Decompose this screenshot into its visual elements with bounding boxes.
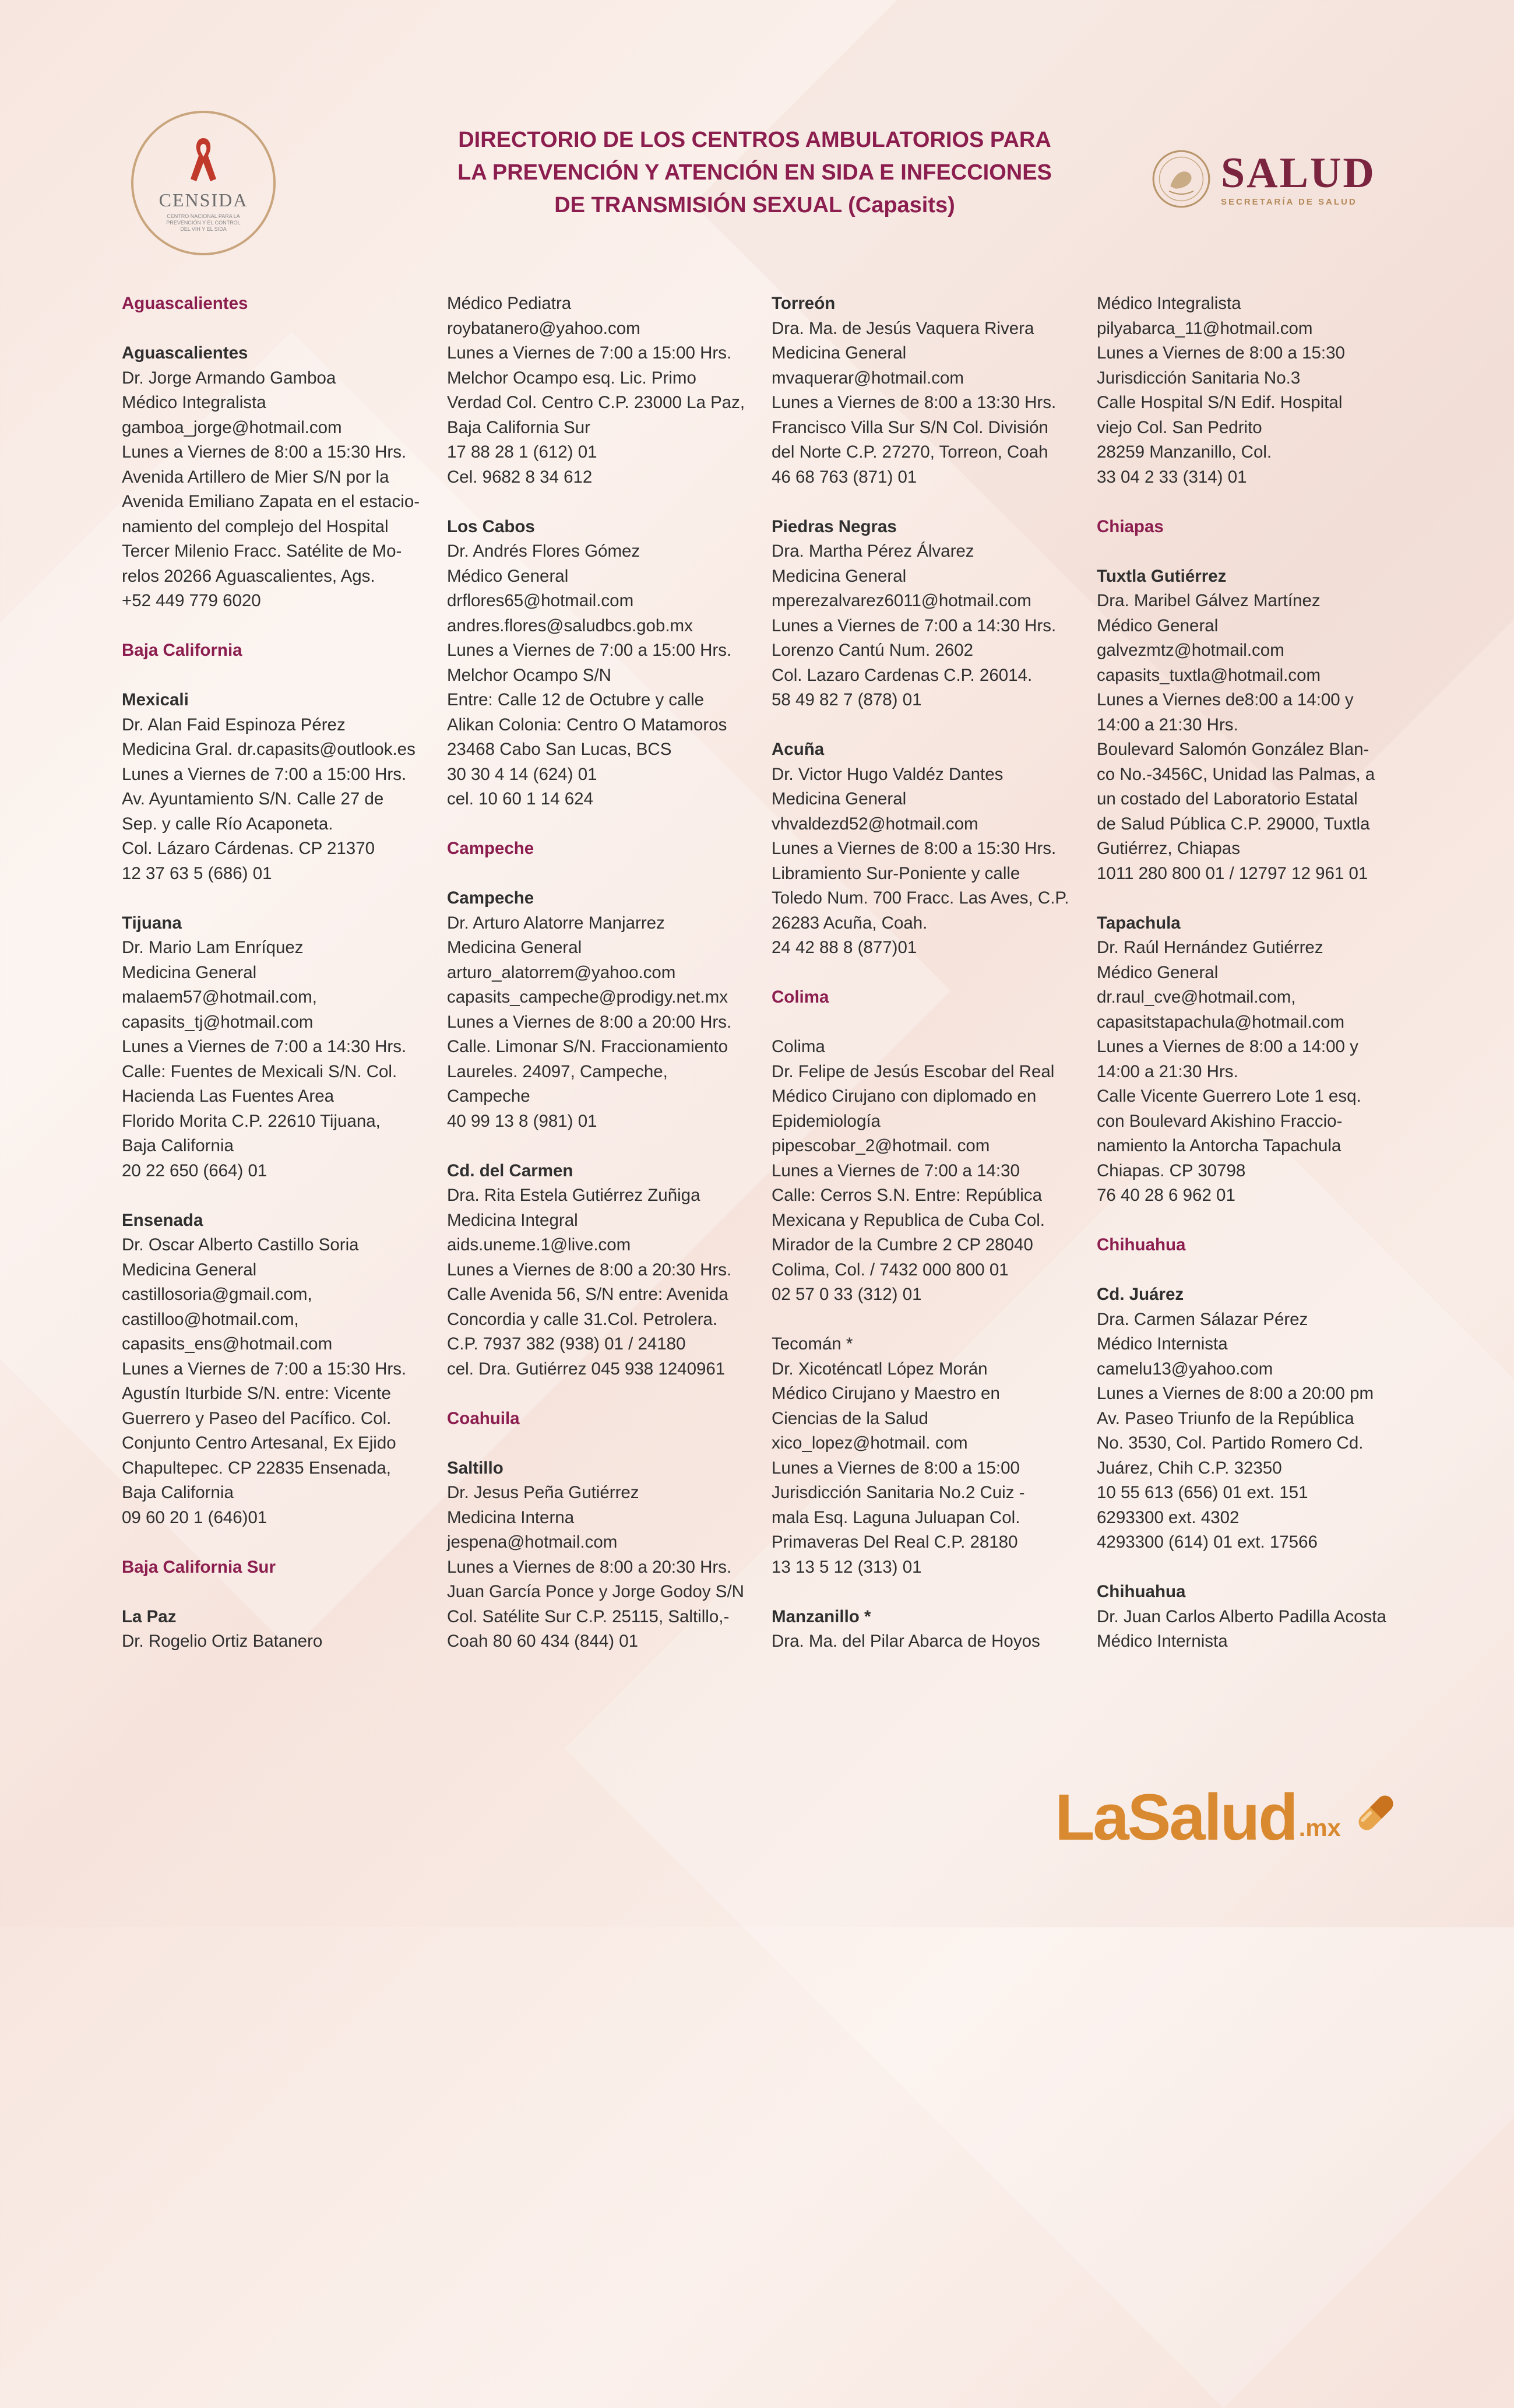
entry-line: Dr. Jorge Armando Gamboa [122, 368, 336, 388]
title-line: DE TRANSMISIÓN SEXUAL (Capasits) [554, 193, 955, 217]
spacer [1097, 1555, 1406, 1580]
spacer [1097, 886, 1406, 911]
spacer [122, 663, 431, 688]
state-heading: Aguascalientes [122, 294, 248, 313]
entry-line: Dr. Rogelio Ortiz Batanero [122, 1632, 323, 1651]
entry-line: Medicina General [772, 566, 907, 586]
entry-line: Gutiérrez, Chiapas [1097, 839, 1240, 858]
spacer [122, 1580, 431, 1605]
entry-line: Colima, Col. / 7432 000 800 01 [772, 1260, 1009, 1279]
entry-line: Lunes a Viernes de 8:00 a 15:30 Hrs. [122, 442, 407, 462]
entry-line: Médico General [1097, 616, 1219, 635]
entry-line: Lunes a Viernes de 8:00 a 15:00 [772, 1458, 1020, 1478]
entry-line: 17 88 28 1 (612) 01 [447, 442, 597, 462]
directory-column-4 [1097, 291, 1406, 1654]
entry-line: roybatanero@yahoo.com [447, 318, 640, 338]
entry-line: castillosoria@gmail.com, [122, 1285, 312, 1304]
entry-line: 46 68 763 (871) 01 [772, 467, 917, 487]
entry-line: Agustín Iturbide S/N. entre: Vicente [122, 1384, 391, 1403]
entry-line: camelu13@yahoo.com [1097, 1359, 1273, 1379]
entry-line: 14:00 a 21:30 Hrs. [1097, 1061, 1238, 1081]
entry-line: Calle: Fuentes de Mexicali S/N. Col. [122, 1061, 397, 1081]
salud-logo [1151, 149, 1376, 209]
entry-line: Dra. Ma. de Jesús Vaquera Rivera [772, 318, 1034, 338]
entry-line: Médico Integralista [1097, 294, 1241, 313]
state-heading: Coahuila [447, 1408, 520, 1428]
entry-line: mperezalvarez6011@hotmail.com [772, 591, 1031, 610]
entry-line: 10 55 613 (656) 01 ext. 151 [1097, 1483, 1308, 1502]
spacer [772, 713, 1080, 738]
entry-line: Lunes a Viernes de 7:00 a 15:00 Hrs. [122, 764, 407, 784]
entry-line: capasits_tj@hotmail.com [122, 1012, 314, 1032]
entry-line: Lunes a Viernes de 8:00 a 20:30 Hrs. [447, 1557, 732, 1577]
entry-line: Dr. Mario Lam Enríquez [122, 938, 304, 957]
entry-line: Medicina General [122, 1260, 257, 1279]
entry-line: Dr. Andrés Flores Gómez [447, 542, 640, 561]
entry-line: Lunes a Viernes de 8:00 a 20:00 Hrs. [447, 1012, 732, 1032]
entry-line: Sep. y calle Río Acaponeta. [122, 814, 333, 834]
entry-line: Lunes a Viernes de 7:00 a 14:30 Hrs. [772, 616, 1057, 635]
entry-line: Epidemiología [772, 1111, 881, 1131]
entry-line: 76 40 28 6 962 01 [1097, 1186, 1235, 1205]
entry-line: Dra. Carmen Sálazar Pérez [1097, 1309, 1308, 1329]
title-line: DIRECTORIO DE LOS CENTROS AMBULATORIOS PARA [458, 128, 1051, 152]
entry-line: 1011 280 800 01 / 12797 12 961 01 [1097, 863, 1368, 883]
entry-line: 58 49 82 7 (878) 01 [772, 690, 922, 709]
entry-line: Lunes a Viernes de 8:00 a 20:30 Hrs. [447, 1260, 732, 1279]
entry-line: co No.-3456C, Unidad las Palmas, a [1097, 764, 1375, 784]
entry-line: Mexicana y Republica de Cuba Col. [772, 1210, 1045, 1230]
entry-line: Médico Internista [1097, 1334, 1228, 1354]
title-line: LA PREVENCIÓN Y ATENCIÓN EN SIDA E INFECCIONES [457, 160, 1052, 185]
entry-line: 28259 Manzanillo, Col. [1097, 442, 1272, 462]
entry-line: Dr. Oscar Alberto Castillo Soria [122, 1235, 359, 1254]
entry-line: Chapultepec. CP 22835 Ensenada, [122, 1458, 391, 1478]
entry-line: galvezmtz@hotmail.com [1097, 641, 1284, 660]
spacer [1097, 490, 1406, 515]
entry-line: 33 04 2 33 (314) 01 [1097, 467, 1247, 487]
entry-line: arturo_alatorrem@yahoo.com [447, 962, 676, 982]
entry-line: 30 30 4 14 (624) 01 [447, 764, 597, 784]
spacer [772, 961, 1080, 986]
state-heading: Colima [772, 987, 829, 1007]
entry-line: Calle: Cerros S.N. Entre: República [772, 1186, 1042, 1205]
entry-line: Baja California Sur [447, 417, 590, 437]
national-seal-icon [1151, 149, 1212, 209]
entry-line: Coah 80 60 434 (844) 01 [447, 1632, 639, 1651]
entry-line: Medicina Interna [447, 1507, 575, 1527]
state-heading: Campeche [447, 839, 534, 858]
entry-line: Lunes a Viernes de 7:00 a 14:30 [772, 1161, 1020, 1180]
entry-line: Lunes a Viernes de 8:00 a 15:30 Hrs. [772, 839, 1057, 858]
entry-line: Avenida Artillero de Mier S/N por la [122, 467, 389, 487]
entry-line: Medicina Integral [447, 1210, 578, 1230]
spacer [447, 490, 756, 515]
entry-line: Calle Vicente Guerrero Lote 1 esq. [1097, 1087, 1361, 1106]
spacer [772, 1010, 1080, 1035]
entry-line: capasitstapachula@hotmail.com [1097, 1012, 1345, 1032]
entry-line: 20 22 650 (664) 01 [122, 1161, 267, 1180]
state-heading: Chiapas [1097, 516, 1164, 536]
entry-line: Libramiento Sur-Poniente y calle [772, 863, 1020, 883]
salud-logo-subtitle: SECRETARÍA DE SALUD [1221, 196, 1357, 207]
entry-line: 23468 Cabo San Lucas, BCS [447, 740, 672, 759]
entry-line: capasits_ens@hotmail.com [122, 1334, 333, 1354]
page-title [385, 124, 1125, 222]
entry-line: capasits_tuxtla@hotmail.com [1097, 665, 1321, 685]
entry-line: Cel. 9682 8 34 612 [447, 467, 593, 487]
entry-line: Dra. Ma. del Pilar Abarca de Hoyos [772, 1632, 1040, 1651]
entry-line: Melchor Ocampo S/N [447, 665, 611, 685]
entry-line: Medicina Gral. dr.capasits@outlook.es [122, 740, 416, 759]
entry-line: Concordia y calle 31.Col. Petrolera. [447, 1309, 718, 1329]
entry-line: drflores65@hotmail.com [447, 591, 634, 610]
entry-line: Médico Cirujano con diplomado en [772, 1087, 1037, 1106]
entry-line: namiento la Antorcha Tapachula [1097, 1136, 1342, 1155]
entry-line: Calle Avenida 56, S/N entre: Avenida [447, 1285, 728, 1304]
entry-line: Dr. Arturo Alatorre Manjarrez [447, 913, 665, 933]
entry-line: mvaquerar@hotmail.com [772, 368, 964, 388]
city-heading: Manzanillo * [772, 1606, 871, 1626]
state-heading: Baja California Sur [122, 1557, 276, 1577]
entry-line: mala Esq. Laguna Juluapan Col. [772, 1507, 1020, 1527]
entry-line: gamboa_jorge@hotmail.com [122, 417, 342, 437]
entry-line: Florido Morita C.P. 22610 Tijuana, [122, 1111, 381, 1131]
entry-line: malaem57@hotmail.com, [122, 987, 317, 1007]
entry-line: 4293300 (614) 01 ext. 17566 [1097, 1532, 1318, 1552]
lasalud-logo-brand: LaSalud [1055, 1781, 1297, 1854]
entry-line: Dr. Jesus Peña Gutiérrez [447, 1483, 639, 1502]
spacer [772, 490, 1080, 515]
entry-line: Verdad Col. Centro C.P. 23000 La Paz, [447, 393, 745, 412]
censida-logo-subtitle: CENTRO NACIONAL PARA LA PREVENCIÓN Y EL CONTROL DEL VIH Y EL SIDA [166, 213, 241, 232]
entry-line: Lunes a Viernes de 7:00 a 15:30 Hrs. [122, 1359, 407, 1379]
spacer [447, 862, 756, 887]
entry-line: Mirador de la Cumbre 2 CP 28040 [772, 1235, 1033, 1254]
entry-line: Col. Lazaro Cardenas C.P. 26014. [772, 665, 1033, 685]
city-heading: Cd. Juárez [1097, 1285, 1184, 1304]
entry-line: castilloo@hotmail.com, [122, 1309, 299, 1329]
city-heading: Aguascalientes [122, 343, 248, 363]
entry-line: 6293300 ext. 4302 [1097, 1507, 1240, 1527]
entry-line: Dr. Alan Faid Espinoza Pérez [122, 715, 346, 734]
entry-line: 12 37 63 5 (686) 01 [122, 863, 272, 883]
entry-line: Lunes a Viernes de 7:00 a 14:30 Hrs. [122, 1037, 407, 1056]
entry-line: 24 42 88 8 (877)01 [772, 938, 917, 957]
entry-line: Médico Internista [1097, 1632, 1228, 1651]
entry-line: capasits_campeche@prodigy.net.mx [447, 987, 728, 1007]
entry-line: Médico General [447, 566, 569, 586]
entry-line: 02 57 0 33 (312) 01 [772, 1285, 922, 1304]
entry-line: Médico General [1097, 962, 1219, 982]
entry-line: andres.flores@saludbcs.gob.mx [447, 616, 693, 635]
entry-line: Boulevard Salomón González Blan- [1097, 740, 1369, 759]
spacer [447, 812, 756, 837]
entry-line: Conjunto Centro Artesanal, Ex Ejido [122, 1433, 396, 1453]
city-heading: Saltillo [447, 1458, 504, 1478]
entry-line: 09 60 20 1 (646)01 [122, 1507, 267, 1527]
entry-line: 14:00 a 21:30 Hrs. [1097, 715, 1238, 734]
entry-line: pipescobar_2@hotmail. com [772, 1136, 990, 1155]
entry-line: Dr. Juan Carlos Alberto Padilla Acosta [1097, 1606, 1386, 1626]
entry-line: Toledo Num. 700 Fracc. Las Aves, C.P. [772, 888, 1069, 908]
entry-line: Lunes a Viernes de 8:00 a 14:00 y [1097, 1037, 1358, 1056]
entry-line: xico_lopez@hotmail. com [772, 1433, 968, 1453]
spacer [447, 1381, 756, 1407]
entry-line: Avenida Emiliano Zapata en el estacio- [122, 492, 420, 511]
spacer [772, 1580, 1080, 1605]
city-heading: Campeche [447, 888, 534, 908]
entry-line: viejo Col. San Pedrito [1097, 417, 1262, 437]
entry-line: cel. Dra. Gutiérrez 045 938 1240961 [447, 1359, 726, 1379]
entry-line: Primaveras Del Real C.P. 28180 [772, 1532, 1018, 1552]
entry-line: Medicina General [447, 938, 582, 957]
spacer [1097, 539, 1406, 564]
city-heading: Tijuana [122, 913, 182, 933]
state-heading: Baja California [122, 641, 242, 660]
entry-line: Dr. Xicoténcatl López Morán [772, 1359, 988, 1379]
entry-line: Lunes a Viernes de 8:00 a 13:30 Hrs. [772, 393, 1057, 412]
entry-line: Médico Cirujano y Maestro en [772, 1384, 1000, 1403]
entry-line: Chiapas. CP 30798 [1097, 1161, 1246, 1180]
entry-line: Melchor Ocampo esq. Lic. Primo [447, 368, 696, 388]
entry-line: Alikan Colonia: Centro O Matamoros [447, 715, 727, 734]
entry-line: Lunes a Viernes de 8:00 a 15:30 [1097, 343, 1345, 363]
entry-line: de Salud Pública C.P. 29000, Tuxtla [1097, 814, 1370, 834]
directory-column-1 [122, 291, 431, 1654]
directory-column-2 [447, 291, 756, 1654]
entry-line: Col. Satélite Sur C.P. 25115, Saltillo,- [447, 1606, 730, 1626]
entry-line: Juan García Ponce y Jorge Godoy S/N [447, 1582, 744, 1601]
entry-line: aids.uneme.1@live.com [447, 1235, 631, 1254]
entry-line: 26283 Acuña, Coah. [772, 913, 928, 933]
entry-line: Médico Integralista [122, 393, 266, 412]
entry-line: cel. 10 60 1 14 624 [447, 789, 593, 808]
directory-column-3 [772, 291, 1080, 1654]
entry-line: +52 449 779 6020 [122, 591, 261, 610]
entry-line: Médico Pediatra [447, 294, 572, 313]
entry-line: Lunes a Viernes de 7:00 a 15:00 Hrs. [447, 641, 732, 660]
spacer [122, 886, 431, 911]
entry-line: C.P. 7937 382 (938) 01 / 24180 [447, 1334, 686, 1354]
city-heading: Mexicali [122, 690, 189, 709]
entry-line: Lunes a Viernes de8:00 a 14:00 y [1097, 690, 1354, 709]
red-ribbon-icon [186, 133, 221, 186]
entry-line: Av. Ayuntamiento S/N. Calle 27 de [122, 789, 384, 808]
entry-line: 13 13 5 12 (313) 01 [772, 1557, 922, 1577]
entry-line: Col. Lázaro Cárdenas. CP 21370 [122, 839, 375, 858]
entry-line: dr.raul_cve@hotmail.com, [1097, 987, 1296, 1007]
entry-line: Hacienda Las Fuentes Area [122, 1087, 335, 1106]
entry-line: Baja California [122, 1483, 234, 1502]
entry-line: Jurisdicción Sanitaria No.3 [1097, 368, 1301, 388]
entry-line: Dr. Victor Hugo Valdéz Dantes [772, 764, 1004, 784]
entry-line: namiento del complejo del Hospital [122, 516, 389, 536]
censida-logo-name: CENSIDA [159, 189, 248, 210]
entry-line: Medicina General [122, 962, 257, 982]
entry-line: Calle. Limonar S/N. Fraccionamiento [447, 1037, 728, 1056]
entry-line: Lunes a Viernes de 8:00 a 20:00 pm [1097, 1384, 1374, 1403]
entry-line: Guerrero y Paseo del Pacífico. Col. [122, 1408, 392, 1428]
entry-line: Tercer Milenio Fracc. Satélite de Mo- [122, 542, 402, 561]
entry-line: con Boulevard Akishino Fraccio- [1097, 1111, 1343, 1131]
entry-line: un costado del Laboratorio Estatal [1097, 789, 1358, 808]
city-heading: Ensenada [122, 1210, 203, 1230]
spacer [1097, 1208, 1406, 1233]
entry-line: Lunes a Viernes de 7:00 a 15:00 Hrs. [447, 343, 732, 363]
entry-line: jespena@hotmail.com [447, 1532, 618, 1552]
entry-line: Ciencias de la Salud [772, 1408, 928, 1428]
entry-line: Francisco Villa Sur S/N Col. División [772, 417, 1048, 437]
entry-line: Dr. Felipe de Jesús Escobar del Real [772, 1061, 1055, 1081]
spacer [122, 1530, 431, 1555]
entry-line: Av. Paseo Triunfo de la República [1097, 1408, 1354, 1428]
entry-line: Dra. Rita Estela Gutiérrez Zuñiga [447, 1186, 700, 1205]
entry-line: Jurisdicción Sanitaria No.2 Cuiz - [772, 1483, 1025, 1502]
entry-line: Dr. Raúl Hernández Gutiérrez [1097, 938, 1323, 957]
spacer [122, 614, 431, 639]
spacer [447, 1134, 756, 1159]
spacer [122, 1183, 431, 1208]
entry-line: Entre: Calle 12 de Octubre y calle [447, 690, 705, 709]
state-heading: Chihuahua [1097, 1235, 1186, 1254]
entry-line: Juárez, Chih C.P. 32350 [1097, 1458, 1282, 1478]
city-heading: Tuxtla Gutiérrez [1097, 566, 1227, 586]
entry-line: No. 3530, Col. Partido Romero Cd. [1097, 1433, 1364, 1453]
entry-line: del Norte C.P. 27270, Torreon, Coah [772, 442, 1048, 462]
entry-line: Baja California [122, 1136, 234, 1155]
entry-line: Dra. Martha Pérez Álvarez [772, 542, 974, 561]
entry-line: Colima [772, 1037, 825, 1056]
spacer [1097, 1258, 1406, 1283]
entry-line: Medicina General [772, 789, 907, 808]
pill-icon [1347, 1784, 1405, 1842]
spacer [122, 317, 431, 342]
city-heading: La Paz [122, 1606, 177, 1626]
entry-line: vhvaldezd52@hotmail.com [772, 814, 978, 834]
censida-logo [131, 111, 276, 255]
lasalud-logo [1055, 1781, 1405, 1854]
entry-line: Campeche [447, 1087, 530, 1106]
city-heading: Acuña [772, 740, 825, 759]
entry-line: Medicina General [772, 343, 907, 363]
city-heading: Cd. del Carmen [447, 1161, 573, 1180]
spacer [772, 1307, 1080, 1333]
city-heading: Piedras Negras [772, 516, 897, 536]
entry-line: 40 99 13 8 (981) 01 [447, 1111, 597, 1131]
entry-line: pilyabarca_11@hotmail.com [1097, 318, 1313, 338]
city-heading: Torreón [772, 294, 836, 313]
entry-line: Lorenzo Cantú Num. 2602 [772, 641, 974, 660]
city-heading: Chihuahua [1097, 1582, 1186, 1601]
entry-line: Calle Hospital S/N Edif. Hospital [1097, 393, 1343, 412]
entry-line: relos 20266 Aguascalientes, Ags. [122, 566, 375, 586]
entry-line: Dra. Maribel Gálvez Martínez [1097, 591, 1321, 610]
spacer [447, 1431, 756, 1456]
city-heading: Tapachula [1097, 913, 1181, 933]
lasalud-logo-suffix: .mx [1298, 1814, 1342, 1841]
entry-line: Tecomán * [772, 1334, 853, 1354]
salud-logo-name: SALUD [1221, 149, 1376, 197]
city-heading: Los Cabos [447, 516, 535, 536]
entry-line: Laureles. 24097, Campeche, [447, 1061, 668, 1081]
